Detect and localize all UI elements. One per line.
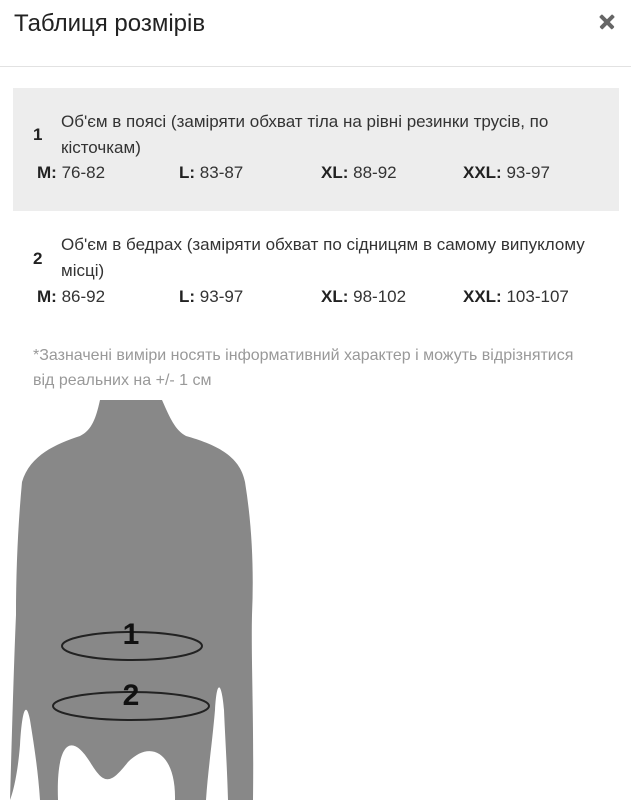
size-xl <box>321 287 406 307</box>
size-label: XL: <box>321 163 349 182</box>
measurement-row-waist <box>13 88 619 211</box>
size-label: L: <box>179 163 196 182</box>
size-m <box>37 287 105 307</box>
size-list <box>37 287 619 311</box>
size-list <box>37 163 619 187</box>
body-measurement-figure <box>0 400 270 800</box>
size-value: 93-97 <box>199 287 244 306</box>
measurement-description: Об'єм в поясі (заміряти обхват тіла на рівні резинки трусів, по кісточкам) <box>61 112 549 157</box>
marker-1: 1 <box>122 618 140 651</box>
size-value: 86-92 <box>61 287 106 306</box>
size-l <box>179 163 243 183</box>
measurement-number: 1 <box>33 125 43 144</box>
disclaimer-note: *Зазначені виміри носять інформативний характер і можуть відрізнятися від реальних на +/- 1 см <box>33 347 574 389</box>
size-xxl <box>463 287 569 307</box>
page-title: Таблиця розмірів <box>14 10 206 37</box>
size-label: XXL: <box>463 287 502 306</box>
body-silhouette <box>10 400 253 800</box>
measurement-row-hips <box>13 224 619 324</box>
size-value: 93-97 <box>506 163 550 182</box>
size-label: XL: <box>321 287 349 306</box>
measurement-number: 2 <box>33 249 43 268</box>
size-m <box>37 163 105 183</box>
size-value: 76-82 <box>61 163 106 182</box>
size-l <box>179 287 243 307</box>
close-icon[interactable] <box>595 10 619 34</box>
size-label: M: <box>37 287 57 306</box>
size-label: XXL: <box>463 163 502 182</box>
size-value: 88-92 <box>353 163 397 182</box>
marker-2: 2 <box>122 679 140 712</box>
size-xxl <box>463 163 550 183</box>
modal-header <box>0 0 631 67</box>
size-label: L: <box>179 287 196 306</box>
measurement-description: Об'єм в бедрах (заміряти обхват по сідницям в самому випуклому місці) <box>61 235 585 280</box>
size-label: M: <box>37 163 57 182</box>
size-value: 98-102 <box>353 287 407 306</box>
size-value: 83-87 <box>199 163 244 182</box>
size-xl <box>321 163 397 183</box>
size-value: 103-107 <box>506 287 569 306</box>
